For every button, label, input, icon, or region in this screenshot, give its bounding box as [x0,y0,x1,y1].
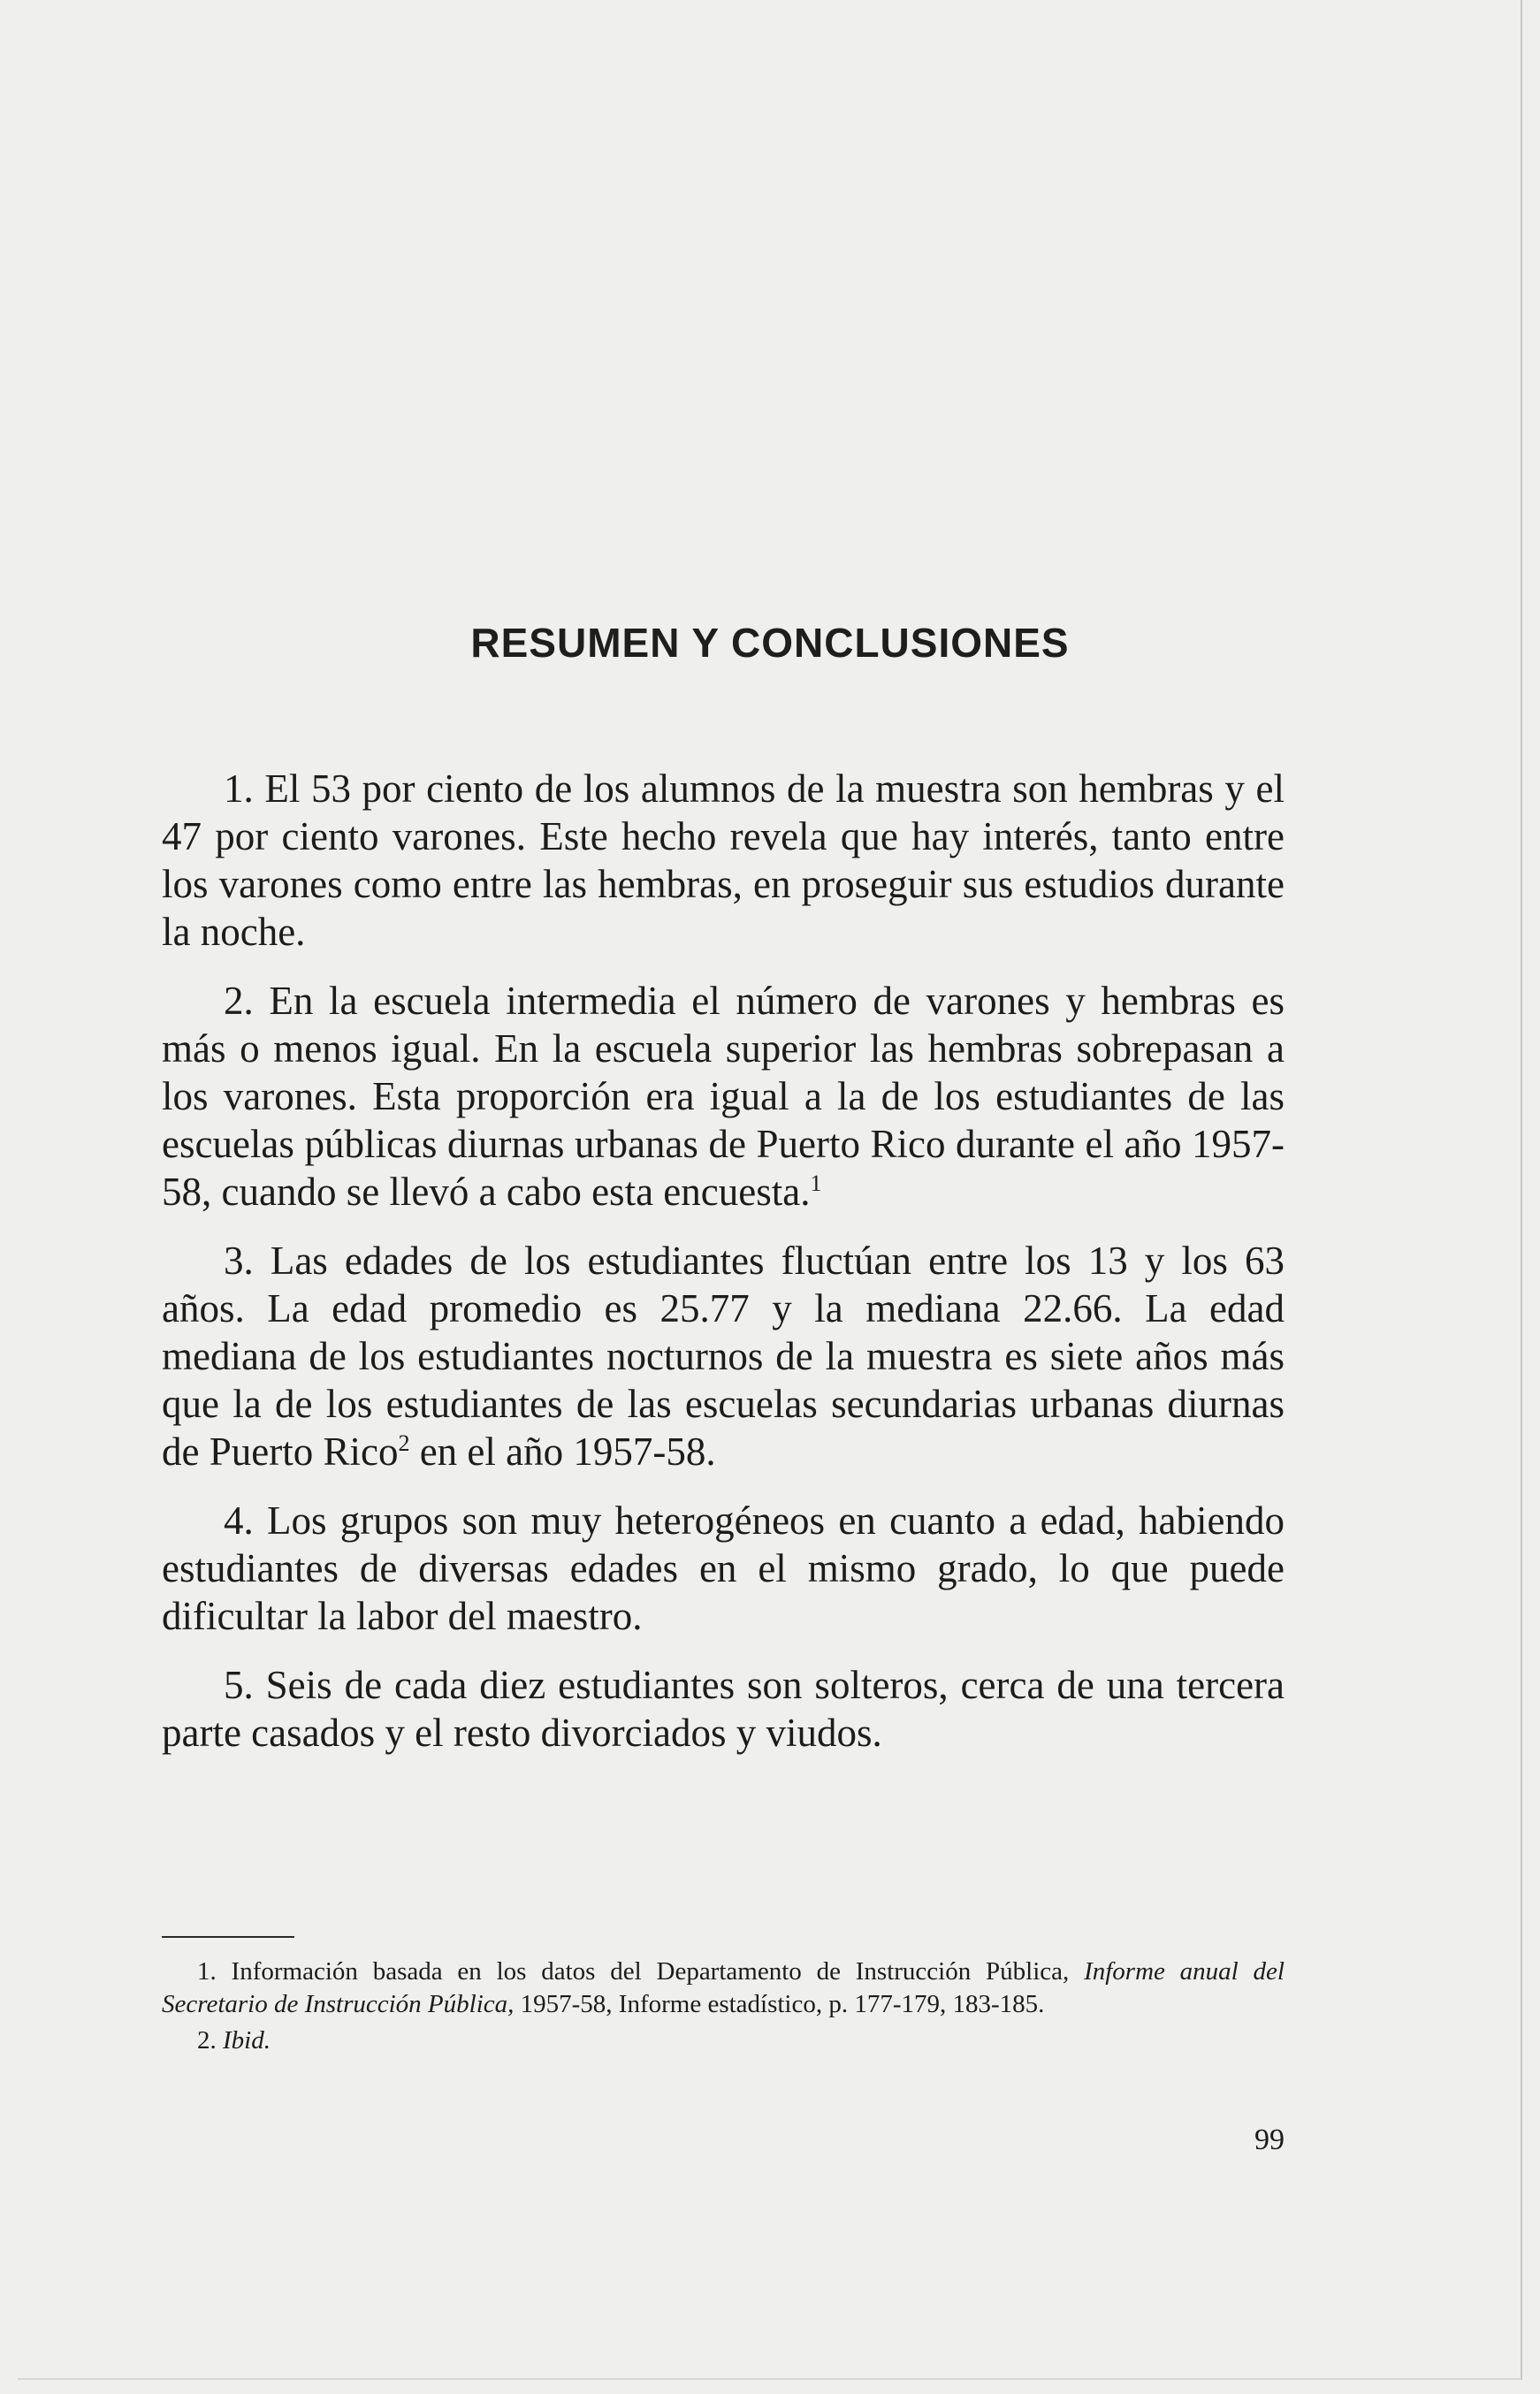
paragraph-5: 5. Seis de cada diez estudiantes son solteros, cerca de una tercera parte casados y el resto divorciados y viudos. [162,1663,1285,1755]
footnote-1-text-a: 1. Información basada en los datos del Departamento de Instrucción Pública, [197,1957,1085,1986]
footnote-1-text-b: 1957-58, Informe estadístico, p. 177-179, 183-185. [514,1990,1045,2018]
footnotes [162,1956,1285,2061]
paragraph-2-text: 2. En la escuela intermedia el número de varones y hembras es más o menos igual. En la escuela superior las hembras sobrepasan a los varones. Esta proporción era igual a la de los estudiantes de las escuelas públicas diurnas urbanas de Puerto Rico durante el año 1957-58, cuando se llevó a cabo esta encuesta. [162,979,1285,1214]
footnote-ref-2: 2 [398,1430,410,1456]
paragraph-1: 1. El 53 por ciento de los alumnos de la muestra son hembras y el 47 por ciento varones. Este hecho revela que hay interés, tanto entre los varones como entre las hembras, en proseguir sus estudios durante la noche. [162,766,1285,954]
footnote-ref-1: 1 [810,1170,822,1196]
section-title: RESUMEN Y CONCLUSIONES [470,620,1070,666]
footnote-divider [162,1936,294,1938]
footnote-1-title: Informe anual del Secretario de Instrucción Pública, [162,1957,1285,2018]
paragraph-3-text-b: en el año 1957-58. [409,1430,716,1474]
paragraph-2 [162,977,1285,1216]
paragraph-3-text-a: 3. Las edades de los estudiantes fluctúan entre los 13 y los 63 años. La edad promedio es 25.77 y la mediana 22.66. La edad mediana de los estudiantes nocturnos de la muestra es siete años más que la de los estudiantes de las escuelas secundarias urbanas diurnas de Puerto Rico [162,1239,1285,1474]
page-number: 99 [1254,2123,1285,2156]
main-text [162,765,1285,1778]
footnote-2-text: Ibid. [223,2026,271,2055]
footnote-2-number: 2. [197,2026,223,2055]
footnote-1 [162,1956,1285,2021]
paragraph-3 [162,1237,1285,1475]
footnote-2 [162,2024,1285,2057]
paragraph-4: 4. Los grupos son muy heterogéneos en cuanto a edad, habiendo estudiantes de diversas edades en el mismo grado, lo que puede dificultar la labor del maestro. [162,1498,1285,1638]
